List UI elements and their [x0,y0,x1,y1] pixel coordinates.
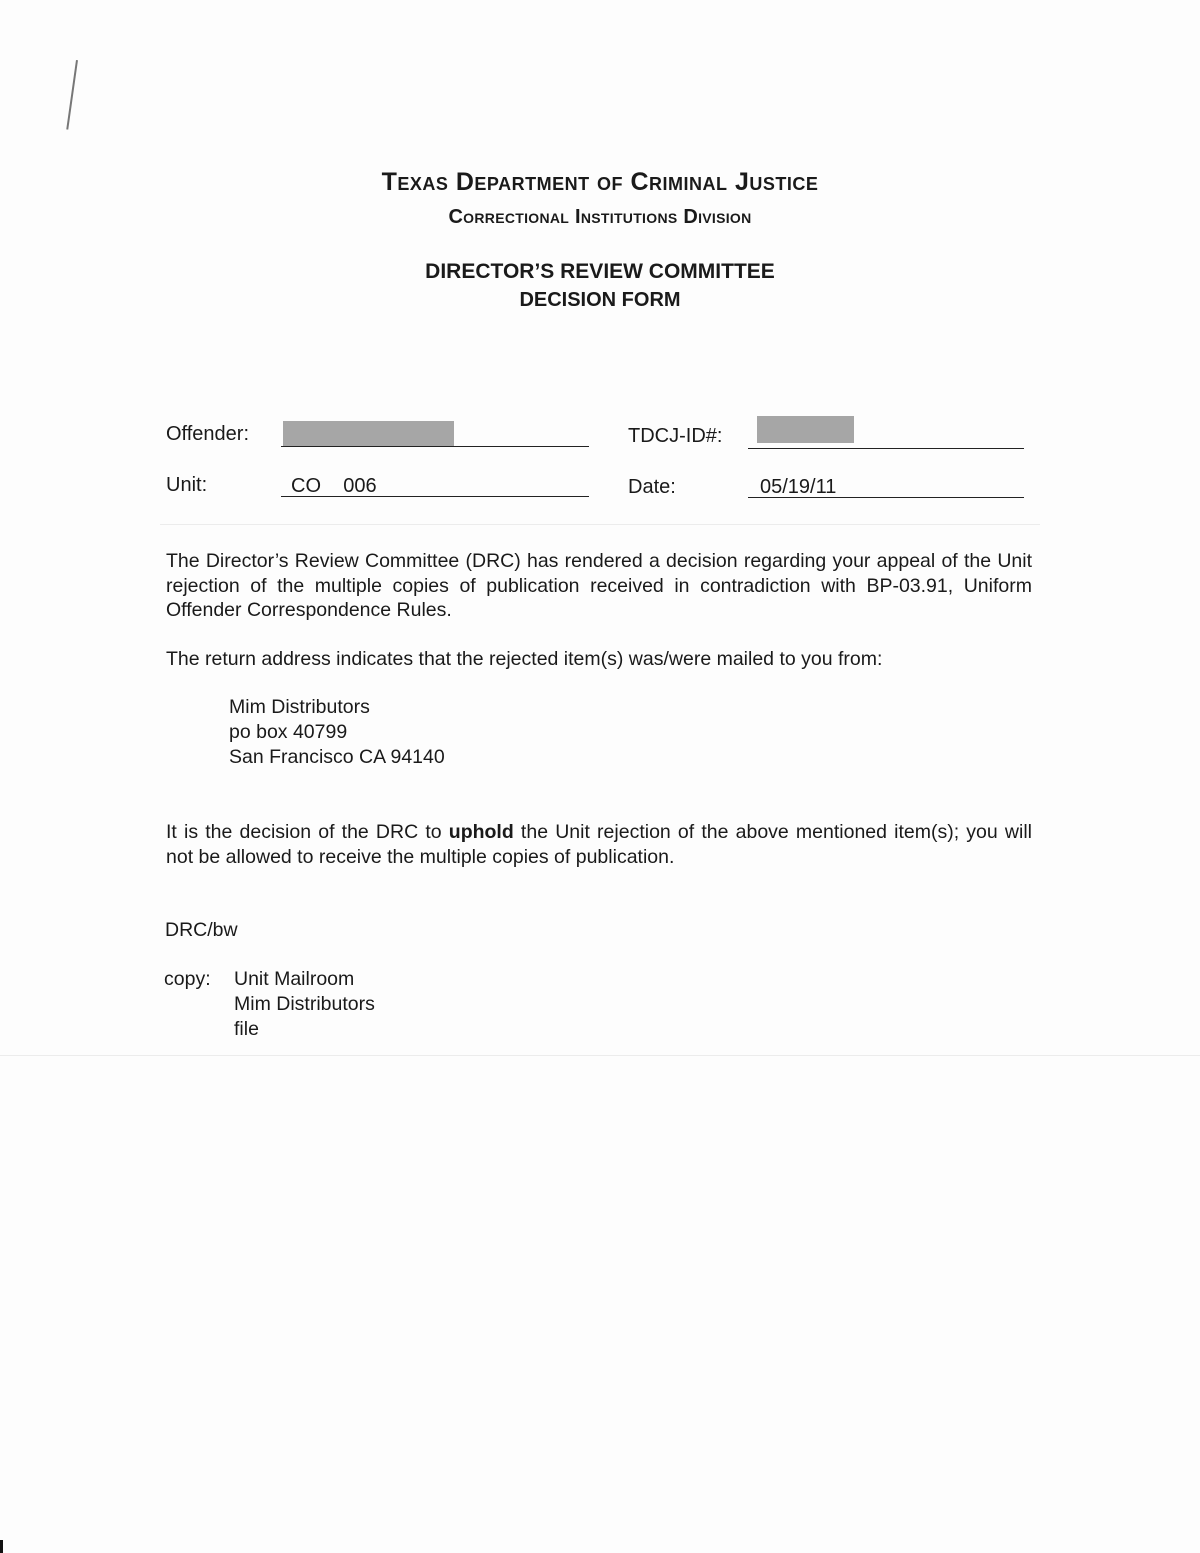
decision-text-end: the Unit rejection of the above mentioned item(s); you will not be allowed to receive the multiple copies of publication. [166,821,1032,868]
unit-value: CO 006 [291,475,377,497]
division-title: Correctional Institutions Division [448,206,752,228]
return-address-intro: The return address indicates that the rejected item(s) was/were mailed to you from: [166,648,883,670]
initials: DRC/bw [165,919,238,941]
unit-label: Unit: [166,474,208,496]
scan-edge-mark [0,1540,3,1553]
address-line-3: San Francisco CA 94140 [229,746,445,768]
copy-recipient: Mim Distributors [234,993,375,1015]
scan-artifact-line [160,524,1040,525]
copy-recipient: file [234,1018,259,1040]
offender-redaction [283,421,454,446]
tdcj-id-redaction [757,416,854,443]
address-line-2: po box 40799 [229,721,348,743]
copy-label: copy: [164,968,211,990]
decision-text-start: It is the decision of the DRC to [166,821,449,843]
scan-artifact-line [0,1055,1200,1056]
decision-outcome: uphold [448,821,514,843]
date-label: Date: [628,476,676,498]
address-line-1: Mim Distributors [229,696,370,718]
decision-paragraph [166,820,1032,869]
committee-title: DIRECTOR’S REVIEW COMMITTEE [425,260,775,283]
department-title: Texas Department of Criminal Justice [381,168,819,196]
tdcj-id-label: TDCJ-ID#: [628,425,723,447]
form-title: DECISION FORM [519,289,681,311]
copy-recipient: Unit Mailroom [234,968,355,990]
offender-label: Offender: [166,423,250,445]
pen-mark [66,60,78,130]
date-field [748,477,1024,498]
decision-intro-paragraph: The Director’s Review Committee (DRC) has rendered a decision regarding your appeal of the Unit rejection of the multiple copies of publication received in contradiction with BP-03.91, Uniform Offender Correspondence Rules. [166,550,1032,621]
date-value: 05/19/11 [760,476,837,498]
unit-field [281,476,589,497]
